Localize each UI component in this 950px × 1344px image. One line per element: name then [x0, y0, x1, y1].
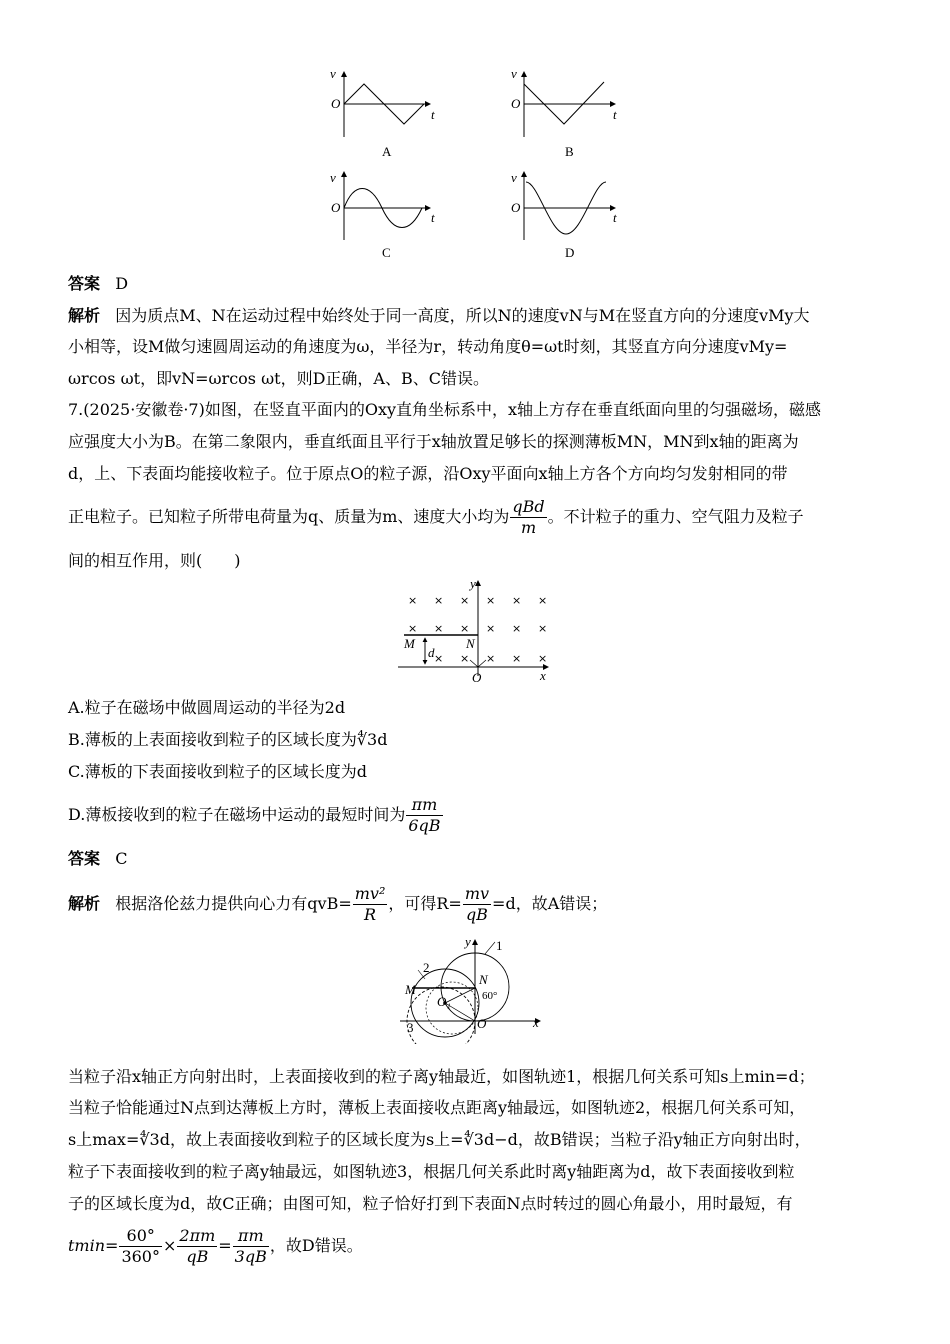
origin-d: O	[511, 200, 521, 215]
q6-answer: 答案 D	[68, 274, 129, 293]
origin-a: O	[331, 96, 341, 111]
axis-t-c: t	[431, 210, 435, 225]
q7-analysis-p2: 当粒子恰能通过N点到达薄板上方时，薄板上表面接收点距离y轴最远，如图轨迹2，根据几何关系可知，	[68, 1098, 806, 1117]
fig2-y-label: y	[465, 934, 471, 949]
axis-v-a: v	[330, 66, 336, 81]
svg-text:×: ×	[512, 622, 522, 635]
fig1-d-label: d	[428, 645, 435, 660]
svg-text:×: ×	[460, 622, 470, 635]
graph-d	[524, 172, 615, 240]
q7-analysis-p5: 子的区域长度为d，故C正确；由图可知，粒子恰好打到下表面N点时转过的圆心角最小，用时最短，有	[68, 1194, 793, 1213]
svg-text:×: ×	[538, 622, 548, 635]
graph-c	[344, 172, 430, 240]
force-fraction: $\frac{\text{mv²}}{R}$	[354, 884, 386, 924]
q7-analysis-p3: s上max=∜3d，故上表面接收到粒子的区域长度为s上=∜3d−d，故B错误；当粒子沿y轴正方向射出时，	[68, 1130, 811, 1149]
graph-b	[524, 72, 615, 137]
fig2-traj1-label: 1	[496, 938, 503, 953]
q7-stem-line5: 间的相互作用，则( )	[68, 551, 241, 570]
fig2-n-label: N	[479, 972, 488, 987]
q7-option-a: A.粒子在磁场中做圆周运动的半径为2d	[68, 698, 346, 717]
svg-text:×: ×	[434, 594, 444, 607]
tmin-fraction: $\frac{\pi m}{3qB}$	[234, 1226, 267, 1266]
fig1-origin-label: O	[472, 670, 482, 685]
fig2-m-label: M	[405, 982, 416, 997]
speed-fraction: $\frac{\text{qBd}}{m}$	[512, 497, 545, 537]
graph-a	[344, 72, 430, 137]
q6-analysis-line1: 解析 因为质点M、N在运动过程中始终处于同一高度，所以N的速度vN与M在竖直方向的分速度vMy大	[68, 306, 810, 325]
svg-text:×: ×	[512, 652, 522, 665]
q7-option-c: C.薄板的下表面接收到粒子的区域长度为d	[68, 762, 368, 781]
axis-v-c: v	[330, 170, 336, 185]
q7-option-d: D.薄板接收到的粒子在磁场中运动的最短时间为 $\frac{\pi m}{6qB}$	[68, 795, 441, 835]
q6-analysis-line2: 小相等，设M做匀速圆周运动的角速度为ω，半径为r，转动角度θ=ωt时刻，其竖直方向分速度vMy=	[68, 337, 788, 356]
vt-graph-figure	[320, 62, 640, 262]
fig2-origin-label: O	[477, 1016, 487, 1031]
q7-analysis-p6: tmin= $\frac{60^\circ}{360^\circ}$ × $\frac{2\pi m}{qB}$ = $\frac{\pi m}{3qB}$ ，故D错误。	[68, 1226, 363, 1266]
svg-text:×: ×	[538, 652, 548, 665]
svg-text:×: ×	[460, 652, 470, 665]
q7-stem-line4: 正电粒子。已知粒子所带电荷量为q、质量为m、速度大小均为 $\frac{\text{qBd}}{m}$ 。不计粒子的重力、空气阻力及粒子	[68, 497, 804, 537]
axis-t-a: t	[431, 107, 435, 122]
axis-t-d: t	[613, 210, 617, 225]
fig1-x-label: x	[540, 668, 546, 683]
q7-option-b: B.薄板的上表面接收到粒子的区域长度为∜3d	[68, 730, 388, 749]
fig2-traj2-label: 2	[423, 960, 430, 975]
graph-label-b: B	[565, 144, 574, 159]
fig1-n-label: N	[466, 636, 475, 651]
period-fraction: $\frac{2\pi m}{qB}$	[179, 1226, 216, 1266]
q7-stem-line1: 7.(2025·安徽卷·7)如图，在竖直平面内的Oxy直角坐标系中，x轴上方存在垂直纸面向里的匀强磁场，磁感	[68, 400, 822, 419]
svg-text:×: ×	[434, 622, 444, 635]
graph-label-d: D	[565, 245, 575, 260]
svg-text:×: ×	[460, 594, 470, 607]
axis-v-d: v	[511, 170, 517, 185]
fig2-angle-label: 60°	[482, 990, 498, 1002]
svg-text:×: ×	[486, 652, 496, 665]
axis-t-b: t	[613, 107, 617, 122]
origin-c: O	[331, 200, 341, 215]
svg-text:×: ×	[434, 652, 444, 665]
graph-label-c: C	[382, 245, 391, 260]
angle-ratio-fraction: $\frac{60^\circ}{360^\circ}$	[121, 1226, 160, 1266]
fig1-y-label: y	[470, 576, 476, 591]
fig1-m-label: M	[404, 636, 415, 651]
q7-analysis-p1: 当粒子沿x轴正方向射出时，上表面接收到的粒子离y轴最近，如图轨迹1，根据几何关系可知s上min=d；	[68, 1067, 815, 1086]
radius-fraction: $\frac{mv}{qB}$	[464, 884, 490, 924]
axis-v-b: v	[511, 66, 517, 81]
q6-analysis-line3: ωrcos ωt，即vN=ωrcos ωt，则D正确，A、B、C错误。	[68, 369, 489, 388]
svg-text:×: ×	[512, 594, 522, 607]
fig2-traj3-label: 3	[407, 1020, 414, 1035]
fig2-o1-label: O₁	[437, 994, 451, 1009]
svg-text:×: ×	[486, 622, 496, 635]
svg-text:×: ×	[408, 622, 418, 635]
fig2-x-label: x	[533, 1015, 539, 1030]
option-d-fraction: $\frac{\pi m}{6qB}$	[408, 795, 441, 835]
svg-text:×: ×	[538, 594, 548, 607]
q7-analysis-p4: 粒子下表面接收到的粒子离y轴最远，如图轨迹3，根据几何关系此时离y轴距离为d，故下表面接收到粒	[68, 1162, 795, 1181]
q7-analysis-line1: 解析 根据洛伦兹力提供向心力有qvB= $\frac{\text{mv²}}{R}$ ，可得R= $\frac{mv}{qB}$ =d，故A错误；	[68, 884, 608, 924]
q7-stem-line2: 应强度大小为B。在第二象限内，垂直纸面且平行于x轴放置足够长的探测薄板MN，MN到x轴的距离为	[68, 432, 799, 451]
svg-text:×: ×	[486, 594, 496, 607]
graph-label-a: A	[382, 144, 392, 159]
svg-text:×: ×	[408, 594, 418, 607]
trajectory-figure	[400, 934, 550, 1044]
q7-stem-line3: d，上、下表面均能接收粒子。位于原点O的粒子源，沿Oxy平面向x轴上方各个方向均匀发射相同的带	[68, 464, 788, 483]
q7-answer: 答案 C	[68, 849, 128, 868]
origin-b: O	[511, 96, 521, 111]
